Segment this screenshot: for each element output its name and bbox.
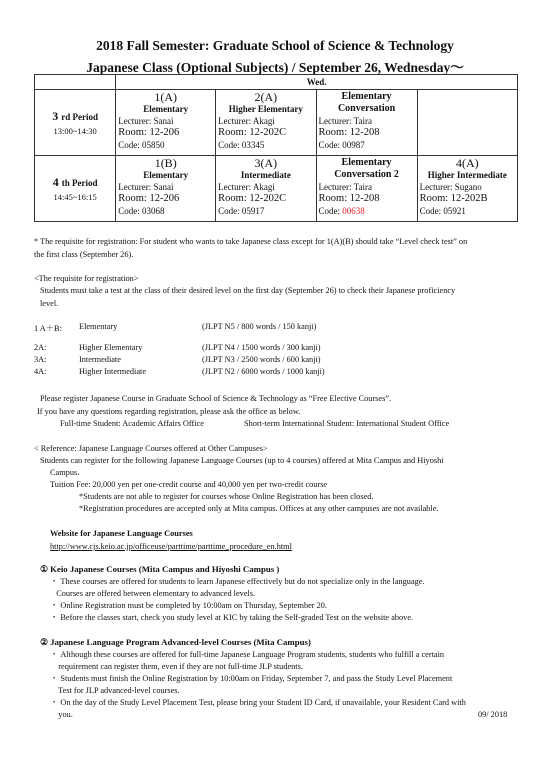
section-2-item: ・ Students must finish the Online Registration by 10:00am on Friday, September 7, and pass the Study Level Placement [50, 674, 453, 683]
class-cell [316, 156, 417, 222]
class-cell [216, 90, 316, 156]
table-corner [35, 75, 116, 90]
period-3-time: 13:00~14:30 [53, 126, 97, 136]
website-link[interactable]: http://www.cjs.keio.ac.jp/officeuse/parttime/parttime_procedure_en.html [50, 542, 292, 551]
class-code: Code: 00987 [318, 140, 365, 150]
registration-note-cont: the first class (September 26). [34, 250, 134, 259]
registration-note: * The requisite for registration: For student who wants to take Japanese class except for 1(A)(B) should take “Level check test” on [34, 237, 468, 246]
section-2-item: ・ On the day of the Study Level Placement Test, please bring your Student ID Card, if unavailable, your Resident Card with [50, 698, 466, 707]
section-2-item: you. [50, 710, 73, 719]
level-desc: (JLPT N2 / 6000 words / 1000 kanji) [202, 367, 325, 376]
class-code: Code: 05850 [118, 140, 165, 150]
class-room: Room: 12-202B [419, 193, 488, 204]
class-code-prefix: Code: [318, 206, 343, 216]
reference-text: Students can register for the following Japanese Language Courses (up to 4 courses) offered at Mita Campus and Hiyoshi [40, 456, 444, 465]
class-name: 4(A) [455, 156, 479, 170]
period-3-suffix: rd Period [61, 112, 98, 122]
class-level: Higher Intermediate [427, 170, 507, 180]
level-name: Higher Intermediate [79, 367, 147, 376]
class-name: 3(A) [254, 156, 278, 170]
class-level: Higher Elementary [228, 104, 303, 114]
class-room: Room: 12-206 [118, 127, 180, 138]
level-code: 4A: [34, 367, 47, 376]
register-question: If you have any questions regarding registration, please ask the office as below. [37, 407, 301, 416]
website-heading: Website for Japanese Language Courses [50, 529, 193, 538]
period-4-time: 14:45~16:15 [53, 192, 97, 202]
level-code: 3A: [34, 355, 47, 364]
section-1-item: ・ Before the classes start, check you study level at KIC by taking the Self-graded Test on the website above. [50, 613, 414, 622]
class-lecturer: Lecturer: Sugano [419, 182, 482, 192]
class-room: Room: 12-202C [218, 193, 287, 204]
level-code: 2A: [34, 343, 47, 352]
level-name: Intermediate [79, 355, 121, 364]
section-1-item: ・ Online Registration must be completed by 10:00am on Thursday, September 20. [50, 601, 327, 610]
requisite-heading: <The requisite for registration> [34, 274, 139, 283]
class-level: Elementary Conversation 2 [334, 157, 399, 180]
class-lecturer: Lecturer: Taira [318, 182, 372, 192]
period-4-suffix: th Period [61, 178, 98, 188]
reference-text-cont: Campus. [50, 468, 80, 477]
class-lecturer: Lecturer: Sanai [118, 116, 174, 126]
section-1-heading: ① Keio Japanese Courses (Mita Campus and Hiyoshi Campus ) [40, 564, 280, 574]
level-code: 1 A＋B: [34, 324, 62, 333]
tuition-fee: Tuition Fee: 20,000 yen per one-credit course and 40,000 yen per two-credit course [50, 480, 328, 489]
reference-note: *Registration procedures are accepted only at Mita campus. Offices at any other campuses are not available. [79, 504, 439, 513]
class-code: Code: 03068 [118, 206, 165, 216]
class-code: Code: 05921 [419, 206, 466, 216]
class-level: Elementary [143, 104, 189, 114]
class-room: Room: 12-208 [318, 193, 380, 204]
register-instruction: Please register Japanese Course in Graduate School of Science & Technology as “Free Elective Courses”. [40, 394, 392, 403]
class-code: Code: 03345 [218, 140, 265, 150]
class-name: 2(A) [254, 90, 278, 104]
reference-note: *Students are not able to register for courses whose Online Registration has been closed. [79, 492, 374, 501]
class-lecturer: Lecturer: Sanai [118, 182, 174, 192]
footer-date: 09/ 2018 [478, 710, 508, 719]
section-2-item: ・ Although these courses are offered for full-time Japanese Language Program students, students who fulfill a certain [50, 650, 445, 659]
class-code: Code: 05917 [218, 206, 265, 216]
class-cell [316, 90, 417, 156]
level-name: Elementary [79, 322, 118, 331]
class-level: Elementary Conversation [337, 91, 396, 114]
period-3-cell [35, 90, 116, 156]
level-name: Higher Elementary [79, 343, 143, 352]
section-2-item: requirement can register them, even if they are not full-time JLP students. [50, 662, 303, 671]
class-cell [116, 156, 216, 222]
class-cell [216, 156, 316, 222]
section-2-heading: ② Japanese Language Program Advanced-level Courses (Mita Campus) [40, 637, 311, 647]
class-name: 1(B) [154, 156, 177, 170]
section-1-item: Courses are offered between elementary to advanced levels. [50, 589, 256, 598]
level-desc: (JLPT N4 / 1500 words / 300 kanji) [202, 343, 321, 352]
requisite-text: Students must take a test at the class of their desired level on the first day (September 26) to check their Japanese proficiency [40, 286, 456, 295]
class-level: Intermediate [240, 170, 291, 180]
section-2-item: Test for JLP advanced-level courses. [50, 686, 180, 695]
class-lecturer: Lecturer: Akagi [218, 182, 275, 192]
title-line-1: 2018 Fall Semester: Graduate School of Science & Technology [96, 38, 454, 53]
class-name: 1(A) [154, 90, 178, 104]
period-4-number: 4 [52, 175, 59, 189]
class-code [319, 205, 415, 217]
office-short-term: Short-term International Student: International Student Office [244, 419, 450, 428]
office-full-time: Full-time Student: Academic Affairs Office [60, 419, 204, 428]
day-header: Wed. [116, 75, 518, 90]
class-level: Elementary [143, 170, 189, 180]
period-3-number: 3 [52, 109, 59, 123]
schedule-table [34, 74, 518, 222]
class-lecturer: Lecturer: Akagi [218, 116, 275, 126]
class-room: Room: 12-206 [118, 193, 180, 204]
class-cell [116, 90, 216, 156]
class-cell [417, 156, 517, 222]
title-line-2: Japanese Class (Optional Subjects) / September 26, Wednesday〜 [86, 60, 464, 75]
requisite-text-cont: level. [40, 299, 59, 308]
level-desc: (JLPT N5 / 800 words / 150 kanji) [202, 322, 317, 331]
level-desc: (JLPT N3 / 2500 words / 600 kanji) [202, 355, 321, 364]
reference-heading: < Reference: Japanese Language Courses offered at Other Campuses> [34, 444, 268, 453]
class-cell-empty [417, 90, 517, 156]
class-lecturer: Lecturer: Taira [318, 116, 372, 126]
class-room: Room: 12-208 [318, 127, 380, 138]
section-1-item: ・ These courses are offered for students to learn Japanese effectively but do not specialize only in the language. [50, 577, 425, 586]
period-4-cell [35, 156, 116, 222]
class-room: Room: 12-202C [218, 127, 287, 138]
class-code-highlight: 00638 [342, 206, 365, 216]
